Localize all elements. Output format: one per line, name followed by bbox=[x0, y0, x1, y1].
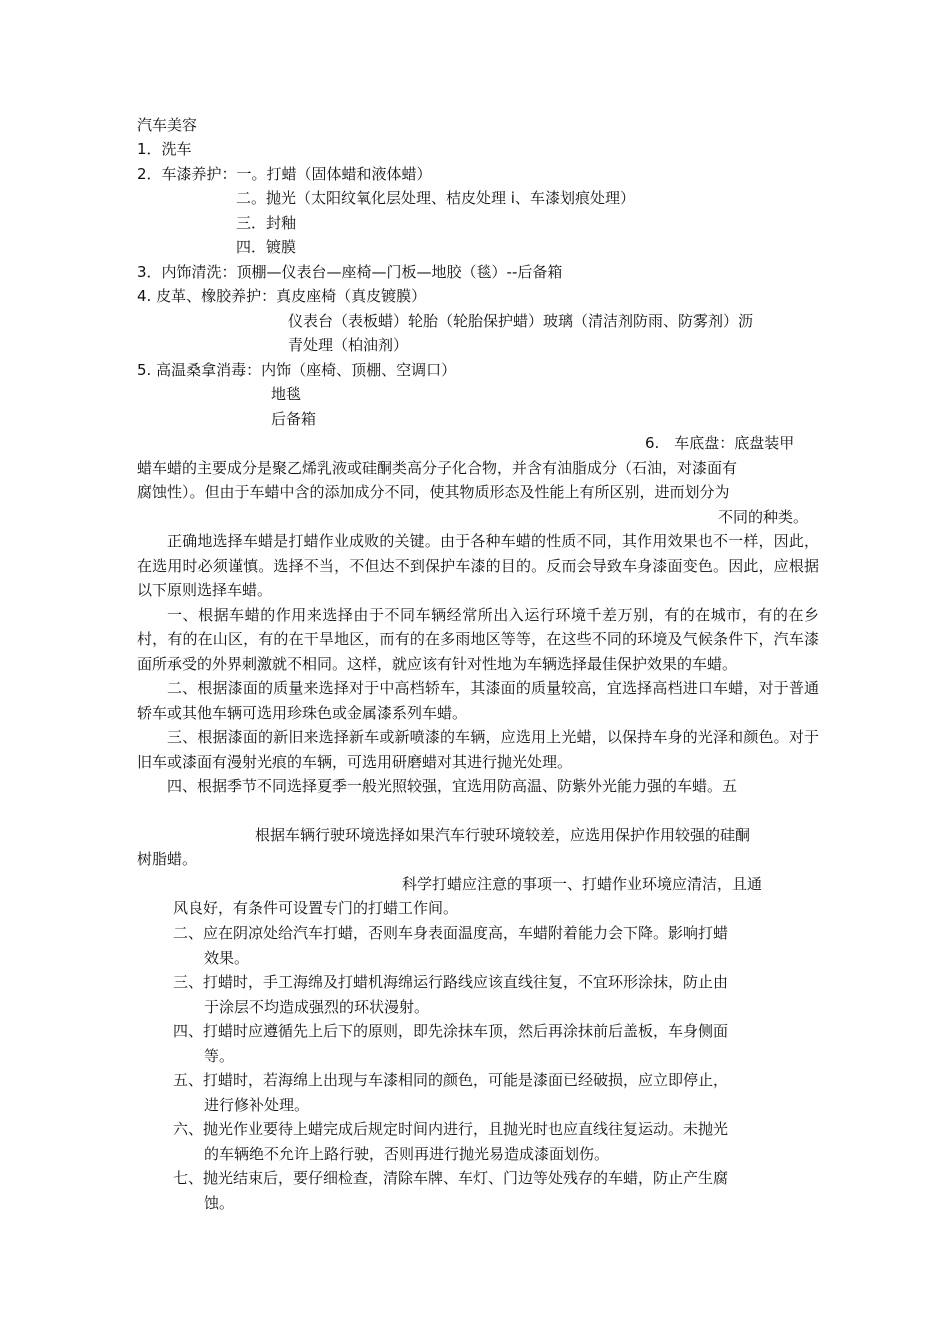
list-item: 七、抛光结束后，要仔细检查，清除车牌、车灯、门边等处残存的车蜡，防止产生腐 蚀。 bbox=[173, 1169, 729, 1212]
list-item: 六、抛光作业要待上蜡完成后规定时间内进行，且抛光时也应直线往复运动。未抛光 的车辆绝不允许上路行驶，否则再进行抛光易造成漆面划伤。 bbox=[173, 1120, 729, 1163]
wax-intro-line-3: 不同的种类。 bbox=[718, 508, 809, 526]
wax-selection-section bbox=[137, 529, 819, 799]
notes-heading: 科学打蜡应注意的事项一、打蜡作业环境应清洁，且通 bbox=[402, 875, 763, 893]
outline-item-4-line-2: 仪表台（表板蜡）轮胎（轮胎保护蜡）玻璃（清洁剂防雨、防雾剂）沥 bbox=[288, 312, 754, 330]
outline-item-5-line-3: 后备箱 bbox=[271, 410, 317, 428]
paragraph: 一、根据车蜡的作用来选择由于不同车辆经常所出入运行环境千差万别，有的在城市，有的在乡村，有的在山区，有的在干旱地区，而有的在多雨地区等等，在这些不同的环境及气候条件下，汽车漆面所承受的外界刺激就不相同。这样，就应该有针对性地为车辆选择最佳保护效果的车蜡。 bbox=[137, 605, 819, 673]
paragraph: 二、根据漆面的质量来选择对于中高档轿车，其漆面的质量较高，宜选择高档进口车蜡，对于普通轿车或其他车辆可选用珍珠色或金属漆系列车蜡。 bbox=[137, 679, 819, 722]
outline-item-2-sub-2: 二。抛光（太阳纹氧化层处理、桔皮处理 i、车漆划痕处理） bbox=[236, 189, 635, 207]
outline-item-5-line-2: 地毯 bbox=[271, 385, 302, 403]
paragraph-line: 根据车辆行驶环境选择如果汽车行驶环境较差，应选用保护作用较强的硅酮 bbox=[255, 826, 751, 844]
wax-intro-line-2: 腐蚀性）。但由于车蜡中含的添加成分不同，使其物质形态及性能上有所区别，进而划分为 bbox=[137, 483, 730, 501]
notes-list bbox=[173, 921, 850, 1215]
list-item: 五、打蜡时，若海绵上出现与车漆相同的颜色，可能是漆面已经破损，应立即停止， 进行修补处理。 bbox=[173, 1071, 729, 1114]
outline-item-2-sub-3: 三．封釉 bbox=[236, 214, 297, 232]
outline-item-3: 3．内饰清洗：顶棚—仪表台—座椅—门板—地胶（毯）--后备箱 bbox=[137, 263, 563, 281]
outline-item-5: 5. 高温桑拿消毒：内饰（座椅、顶棚、空调口） bbox=[137, 361, 457, 379]
outline-item-2: 2．车漆养护：一。打蜡（固体蜡和液体蜡） bbox=[137, 165, 432, 183]
list-item: 四、打蜡时应遵循先上后下的原则，即先涂抹车顶，然后再涂抹前后盖板，车身侧面 等。 bbox=[173, 1022, 729, 1065]
paragraph-line: 树脂蜡。 bbox=[137, 850, 198, 868]
list-item: 二、应在阴凉处给汽车打蜡，否则车身表面温度高，车蜡附着能力会下降。影响打蜡 效果。 bbox=[173, 924, 729, 967]
outline-item-2-sub-4: 四．镀膜 bbox=[236, 238, 297, 256]
list-item: 三、打蜡时，手工海绵及打蜡机海绵运行路线应该直线往复，不宜环形涂抹，防止由 于涂层不均造成强烈的环状漫射。 bbox=[173, 973, 729, 1016]
wax-intro-line-1: 蜡车蜡的主要成分是聚乙烯乳液或硅酮类高分子化合物，并含有油脂成分（石油，对漆面有 bbox=[137, 459, 738, 477]
outline-item-4: 4. 皮革、橡胶养护：真皮座椅（真皮镀膜） bbox=[137, 287, 427, 305]
outline-item-4-line-3: 青处理（柏油剂） bbox=[288, 336, 409, 354]
outline-item-1: 1．洗车 bbox=[137, 140, 192, 158]
paragraph: 三、根据漆面的新旧来选择新车或新喷漆的车辆，应选用上光蜡，以保持车身的光泽和颜色。对于旧车或漆面有漫射光痕的车辆，可选用研磨蜡对其进行抛光处理。 bbox=[137, 728, 819, 771]
paragraph: 正确地选择车蜡是打蜡作业成败的关键。由于各种车蜡的性质不同，其作用效果也不一样，因此，在选用时必须谨慎。选择不当，不但达不到保护车漆的目的。反而会导致车身漆面变色。因此，应根据以下原则选择车蜡。 bbox=[137, 532, 819, 599]
paragraph: 四、根据季节不同选择夏季一般光照较强，宜选用防高温、防紫外光能力强的车蜡。五 bbox=[167, 777, 738, 795]
outline-item-6: 6. 车底盘：底盘装甲 bbox=[645, 434, 795, 452]
doc-title: 汽车美容 bbox=[137, 116, 198, 134]
notes-heading-line-2: 风良好，有条件可设置专门的打蜡工作间。 bbox=[173, 899, 459, 917]
